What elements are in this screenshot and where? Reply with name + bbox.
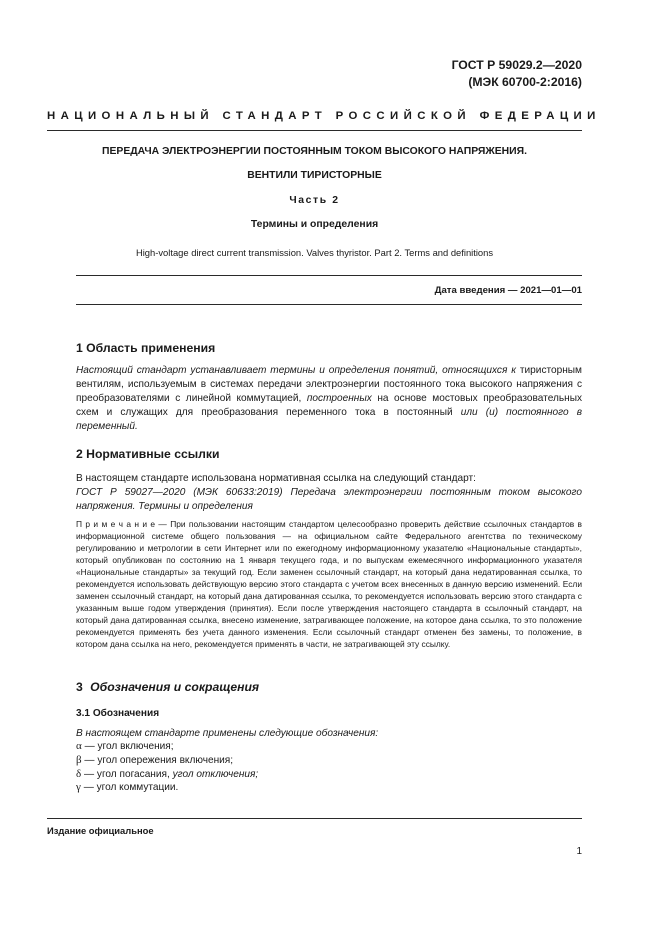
intro-date: Дата введения — 2021—01—01	[434, 285, 582, 296]
section-3-number: 3	[76, 680, 83, 694]
symbol-gamma: γ	[76, 781, 81, 794]
s1-text-2: на основе мостовых преобразовательных схем и служащих для преобразования переменного тока в постоянный	[76, 393, 582, 418]
s1-text: тиристорным вентилям, используемым в системах передачи электроэнергии постоянного тока высокого напряжения с преобразователями с линейной коммутацией,	[76, 365, 582, 404]
title-line-1: ПЕРЕДАЧА ЭЛЕКТРОЭНЕРГИИ ПОСТОЯННЫМ ТОКОМ ВЫСОКОГО НАПРЯЖЕНИЯ.	[101, 146, 527, 157]
s1-italic-b: построенных	[306, 393, 372, 404]
section-2-paragraph-1: В настоящем стандарте использована нормативная ссылка на следующий стандарт:	[76, 473, 476, 484]
symbol-alpha: α	[76, 740, 82, 752]
symbol-description: — угол погасания,	[84, 768, 170, 780]
iec-number: (МЭК 60700-2:2016)	[468, 75, 582, 89]
title-part: Часть 2	[289, 195, 340, 206]
symbol-description-italic: угол отключения;	[172, 768, 259, 780]
section-2-heading: 2 Нормативные ссылки	[76, 447, 220, 461]
symbol-description: — угол опережения включения;	[84, 754, 234, 766]
national-standard-banner: НАЦИОНАЛЬНЫЙ СТАНДАРТ РОССИЙСКОЙ ФЕДЕРАЦИИ	[47, 110, 601, 122]
title-english: High-voltage direct current transmission. Valves thyristor. Part 2. Terms and definitions	[135, 247, 494, 258]
standard-number: ГОСТ Р 59029.2—2020	[451, 58, 582, 72]
title-line-2: ВЕНТИЛИ ТИРИСТОРНЫЕ	[247, 170, 382, 181]
page-number: 1	[576, 846, 582, 857]
symbol-item	[76, 754, 582, 768]
symbol-delta: δ	[76, 767, 82, 780]
symbols-intro: В настоящем стандарте применены следующие обозначения:	[76, 728, 379, 739]
section-1-heading: 1 Область применения	[76, 341, 216, 355]
section-3-1-heading: 3.1 Обозначения	[76, 708, 160, 719]
s1-italic-c: или (и) постоянного в переменный.	[76, 407, 582, 432]
symbol-description: — угол включения;	[84, 741, 174, 752]
date-rule	[76, 304, 582, 305]
symbol-description: — угол коммутации.	[83, 782, 179, 794]
symbols-list	[76, 740, 582, 795]
symbol-item	[76, 781, 582, 795]
s1-italic-a: Настоящий стандарт устанавливает термины и определения понятий, относящихся к	[76, 365, 517, 376]
note-label: П р и м е ч а н и е —	[76, 519, 167, 529]
symbol-item	[76, 768, 582, 782]
footer-rule	[47, 818, 582, 819]
note-text: При пользовании настоящим стандартом целесообразно проверить действие ссылочных стандартов в информационной системе общего пользования — на официальном сайте Федерального агентства по техническому регулированию и метрологии в сети Интернет или по ежегодному информационному указателю «Национальные стандарты», который опубликован по состоянию на 1 января текущего года, и по выпускам ежемесячного информационного указателя «Национальные стандарты» за текущий год. Если заменен ссылочный стандарт, на который дана недатированная ссылка, то рекомендуется использовать действующую версию этого стандарта с учетом всех внесенных в данную версию изменений. Если заменен ссылочный стандарт, на который дана датированная ссылка, то рекомендуется использовать версию этого стандарта с указанным выше годом утверждения (принятия). Если после утверждения настоящего стандарта в ссылочный стандарт, на который дана датированная ссылка, внесено изменение, затрагивающее положение, на которое дана ссылка, то это положение рекомендуется применять без учета данного изменения. Если ссылочный стандарт отменен без замены, то положение, в котором дана ссылка на него, рекомендуется применять в части, не затрагивающей эту ссылку.	[76, 519, 582, 649]
official-edition: Издание официальное	[47, 825, 154, 836]
section-3-title: Обозначения и сокращения	[90, 680, 260, 694]
symbol-item	[76, 740, 582, 754]
section-2-reference: ГОСТ Р 59027—2020 (МЭК 60633:2019) Передача электроэнергии постоянным током высокого напряжения. Термины и определения	[76, 487, 582, 512]
section-1-paragraph	[76, 364, 582, 434]
title-rule	[76, 275, 582, 276]
section-2-note	[76, 518, 582, 650]
section-3-heading	[76, 680, 259, 694]
symbol-beta: β	[76, 753, 82, 766]
title-subtitle: Термины и определения	[250, 219, 379, 230]
header-rule	[47, 130, 582, 131]
